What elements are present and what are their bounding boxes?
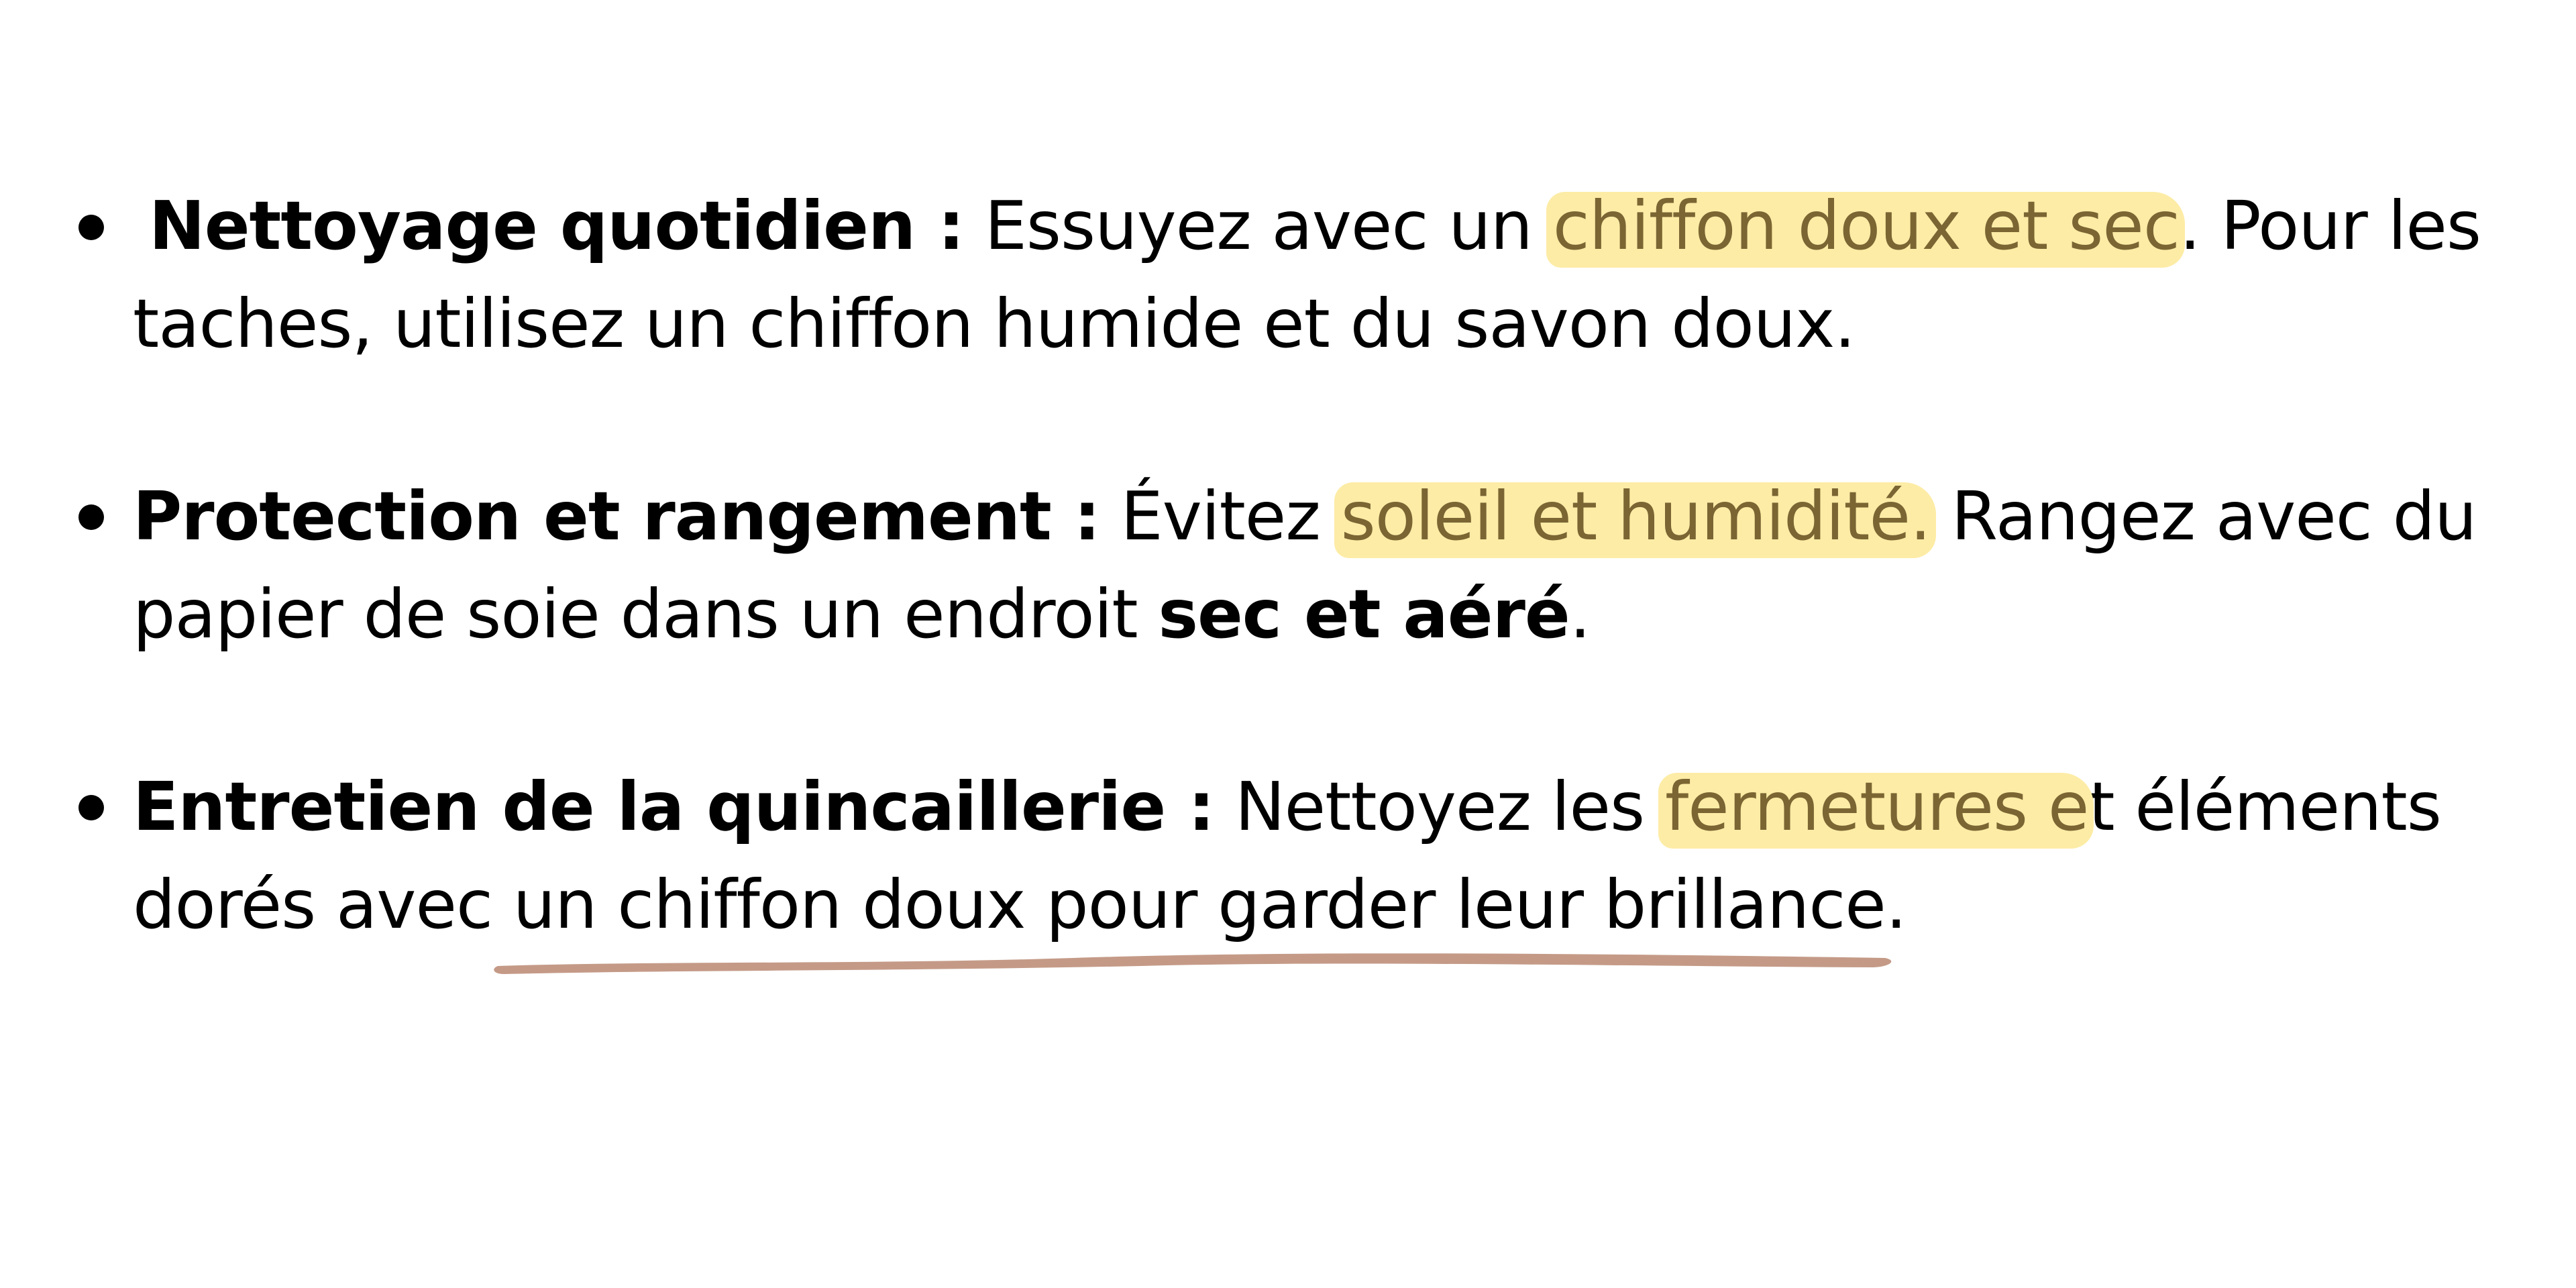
item-text: Rangez avec du [1930, 477, 2477, 555]
item-text: dorés avec [133, 865, 513, 944]
highlighted-text: fermetures e [1664, 767, 2089, 846]
highlighted-text: soleil et humidité. [1340, 477, 1931, 555]
item-label: Nettoyage quotidien : [149, 186, 964, 265]
item-text: . Pour les [2179, 186, 2481, 265]
item-line-1 [133, 468, 2476, 566]
item-text: Évitez [1120, 477, 1341, 555]
item-line-2 [133, 566, 1591, 663]
bold-text: sec et aéré [1158, 575, 1570, 653]
item-line-2 [133, 856, 1907, 954]
item-text: Essuyez avec un [984, 186, 1553, 265]
bullet-icon [78, 215, 104, 240]
highlighted-text: chiffon doux et sec [1552, 186, 2180, 265]
bullet-icon [78, 795, 104, 820]
item-label: Protection et rangement : [133, 477, 1100, 555]
item-text: Nettoyez les [1234, 767, 1665, 846]
item-text: t éléments [2088, 767, 2441, 846]
item-text: papier de soie dans un endroit [133, 575, 1159, 653]
item-line-1 [149, 177, 2481, 275]
item-label: Entretien de la quincaillerie : [133, 767, 1215, 846]
item-text: taches, utilisez un chiffon humide et du savon doux. [133, 284, 1856, 363]
item-text: . [1569, 575, 1591, 653]
item-line-1 [133, 758, 2441, 856]
underlined-text: un chiffon doux pour garder leur brillance. [513, 865, 1907, 944]
bullet-icon [78, 504, 104, 530]
item-line-2 [133, 275, 1855, 373]
